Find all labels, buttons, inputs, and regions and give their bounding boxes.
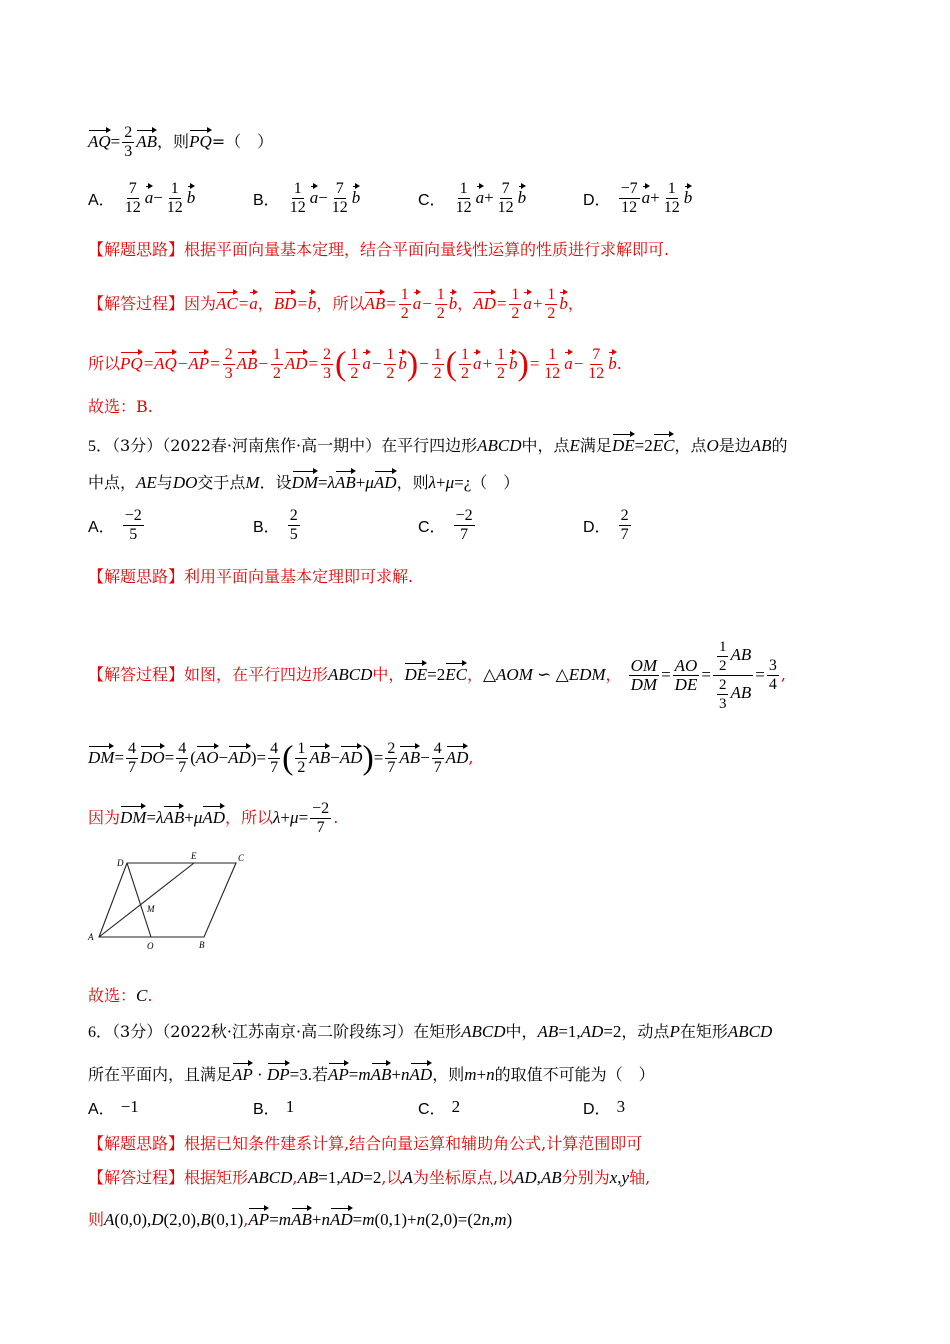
idea-tag: 【解题思路】	[88, 1134, 185, 1153]
q6-idea	[88, 1134, 642, 1154]
stem-text: （ ）	[471, 473, 520, 492]
option-label: D．	[583, 1101, 611, 1118]
label-b: B	[199, 940, 205, 950]
option-label: D．	[583, 192, 611, 209]
q4-process-1: 【解答过程】因为AC=a，BD=b，所以AB= $\frac{1}{2}$ a− $\frac{1}{2}$ b，AD= $\frac{1}{2}$ a+ $\frac{1}{2}$ b，	[88, 286, 584, 322]
stem-text: 中，点	[521, 436, 570, 455]
q4-process-2: 所以PQ=AQ−AP= $\frac{2}{3}$ AB− $\frac{1}{2}$ AD= $\frac{2}{3}$ ( $\frac{1}{2}$ a− $\frac{1}{2}$ b)− $\frac{1}{2}$ ( $\frac{1}{2}$ a+ $\frac{1}{2}$ b)= $\frac{1}{12}$ a− $\frac{7}{12}$ b.	[88, 345, 622, 383]
q5-option-b[interactable]	[253, 507, 302, 544]
stem-text: 满足	[579, 436, 612, 455]
stem-text: 在矩形	[413, 1022, 462, 1041]
option-den: 5	[129, 526, 138, 543]
stem-text: 中点，	[88, 473, 137, 492]
option-label: A．	[88, 1101, 115, 1118]
process-text: ，所以	[225, 808, 274, 827]
answer-text: 故选：	[88, 986, 137, 1005]
q4-intro-end: =（ ）	[211, 132, 274, 151]
q4-intro-tail: ，则	[157, 132, 190, 151]
process-text: 中，	[372, 665, 405, 684]
question-source: （2022春·河南焦作·高一期中）	[162, 436, 382, 455]
option-label: A．	[88, 519, 115, 536]
process-text: 因为	[88, 808, 121, 827]
q5-option-c[interactable]	[418, 507, 477, 544]
q6-option-c[interactable]	[418, 1096, 460, 1119]
q6-option-d[interactable]	[583, 1096, 625, 1119]
question-number: 6．	[88, 1024, 113, 1041]
q6-stem-line2: 所在平面内，且满足AP · DP=3.若AP=mAB+nAD，则m+n的取值不可能为（ ）	[88, 1060, 655, 1085]
q6-option-a[interactable]	[88, 1096, 139, 1119]
process-text: 如图，在平行四边形	[184, 665, 329, 684]
process-tag: 【解答过程】	[88, 294, 185, 313]
q4-option-a[interactable]: A． $\frac{7}{12}$ a− $\frac{1}{12}$ b	[88, 180, 196, 216]
q4-option-d[interactable]: D． $\frac{-7}{12}$ a+ $\frac{1}{12}$ b	[583, 180, 693, 216]
question-score: （3分）	[112, 1022, 163, 1041]
option-num: 2	[289, 507, 298, 524]
stem-text: 与	[156, 473, 173, 492]
label-e: E	[191, 851, 197, 861]
option-label: D．	[583, 519, 611, 536]
q5-idea	[88, 567, 413, 587]
option-label: B．	[253, 192, 280, 209]
option-value: −1	[120, 1097, 139, 1116]
process-text: 轴,	[629, 1168, 651, 1187]
segment-do	[127, 863, 151, 937]
stem-text: 的	[771, 436, 788, 455]
label-a: A	[88, 932, 94, 942]
q5-process-1: 【解答过程】如图，在平行四边形ABCD中，DE=2EC，△AOM ∽ △EDM， $\frac{OM}{DM}$ = $\frac{AO}{DE}$ = $\frac{1}{2}$ AB $\frac{2}{3}$ AB = $\frac{3}{4}$ ,	[88, 639, 786, 712]
process-text: 则	[88, 1210, 105, 1229]
option-label: B．	[253, 1101, 280, 1118]
parallelogram-figure	[84, 848, 254, 953]
option-num: 2	[620, 507, 629, 524]
option-label: C．	[418, 1101, 446, 1118]
stem-text: 交于点	[197, 473, 246, 492]
option-den: 7	[620, 526, 629, 543]
option-den: 5	[289, 526, 298, 543]
question-source: （2022秋·江苏南京·高二阶段练习）	[162, 1022, 414, 1041]
stem-text: 在矩形	[679, 1022, 728, 1041]
question-number: 5．	[88, 438, 113, 455]
option-num: −2	[124, 507, 142, 524]
process-tag: 【解答过程】	[88, 665, 185, 684]
option-den: 7	[460, 526, 469, 543]
process-text: 因为	[184, 294, 217, 313]
stem-text: 所在平面内，且满足	[88, 1065, 233, 1084]
q6-stem-line1: 6．（3分）（2022秋·江苏南京·高二阶段练习）在矩形ABCD中，AB=1,AD=2，动点P在矩形ABCD	[88, 1022, 773, 1041]
stem-text: 中，	[505, 1022, 538, 1041]
stem-text: ．设	[259, 473, 292, 492]
stem-text: 的取值不可能为（ ）	[494, 1065, 655, 1084]
option-label: B．	[253, 519, 280, 536]
process-text: 根据矩形	[184, 1168, 249, 1187]
q6-process-2: 则A(0,0),D(2,0),B(0,1),AP=mAB+nAD=m(0,1)+n(2,0)=(2n,m)	[88, 1205, 512, 1230]
q4-idea	[88, 240, 669, 260]
stem-text: ，则	[396, 473, 429, 492]
stem-text: 是边	[718, 436, 751, 455]
label-m: M	[147, 904, 155, 914]
idea-text: 根据已知条件建系计算,结合向量运算和辅助角公式,计算范围即可	[184, 1134, 643, 1153]
process-tag: 【解答过程】	[88, 1168, 185, 1187]
question-score: （3分）	[112, 436, 163, 455]
stem-text: ，点	[674, 436, 707, 455]
q5-stem-line2: 中点，AE与DO交于点M．设DM=λAB+μAD，则λ+μ=¿（ ）	[88, 468, 519, 493]
q6-process-1: 【解答过程】根据矩形ABCD,AB=1,AD=2,以A为坐标原点,以AD,AB分别为x,y轴,	[88, 1168, 651, 1187]
label-d: D	[117, 858, 124, 868]
label-o: O	[147, 941, 154, 951]
stem-text: 在平行四边形	[381, 436, 478, 455]
idea-tag: 【解题思路】	[88, 567, 185, 586]
option-label: C．	[418, 192, 446, 209]
idea-tag: 【解题思路】	[88, 240, 185, 259]
idea-text: 利用平面向量基本定理即可求解.	[184, 567, 414, 586]
q5-option-a[interactable]	[88, 507, 146, 544]
q4-intro: AQ= $\frac{2}{3}$ AB，则PQ=（ ）	[88, 124, 274, 160]
process-text: 分别为	[561, 1168, 610, 1187]
stem-text: ，则	[432, 1065, 465, 1084]
q5-process-3: 因为DM=λAB+μAD，所以λ+μ= $\frac{-2}{7}$ .	[88, 800, 339, 836]
label-c: C	[238, 853, 245, 863]
idea-text: 根据平面向量基本定理，结合平面向量线性运算的性质进行求解即可.	[184, 240, 670, 259]
q5-stem-line1: 5．（3分）（2022春·河南焦作·高一期中）在平行四边形ABCD中，点E满足DE=2EC，点O是边AB的	[88, 431, 788, 457]
q5-answer: 故选：C.	[88, 986, 153, 1005]
process-text: 所以	[88, 354, 121, 373]
option-num: −2	[455, 507, 473, 524]
option-value: 2	[451, 1097, 461, 1116]
q5-process-2: DM= $\frac{4}{7}$ DO= $\frac{4}{7}$ (AO−AD)= $\frac{4}{7}$ ( $\frac{1}{2}$ AB−AD)= $\frac{2}{7}$ AB− $\frac{4}{7}$ AD,	[88, 739, 474, 777]
option-value: 3	[616, 1097, 626, 1116]
q5-option-d[interactable]	[583, 507, 633, 544]
process-text: 以	[386, 1168, 403, 1187]
option-label: A．	[88, 192, 115, 209]
option-label: C．	[418, 519, 446, 536]
q4-answer: 故选：B.	[88, 397, 153, 416]
q4-option-c[interactable]: C． $\frac{1}{12}$ a+ $\frac{7}{12}$ b	[418, 180, 527, 216]
stem-text: 若	[311, 1065, 328, 1084]
q4-option-b[interactable]: B． $\frac{1}{12}$ a− $\frac{7}{12}$ b	[253, 180, 361, 216]
parallelogram-abcd	[99, 863, 236, 937]
q6-option-b[interactable]	[253, 1096, 294, 1119]
process-text: 所以	[332, 294, 365, 313]
process-text: 为坐标原点,以	[412, 1168, 514, 1187]
stem-text: ，动点	[621, 1022, 670, 1041]
option-value: 1	[285, 1097, 295, 1116]
